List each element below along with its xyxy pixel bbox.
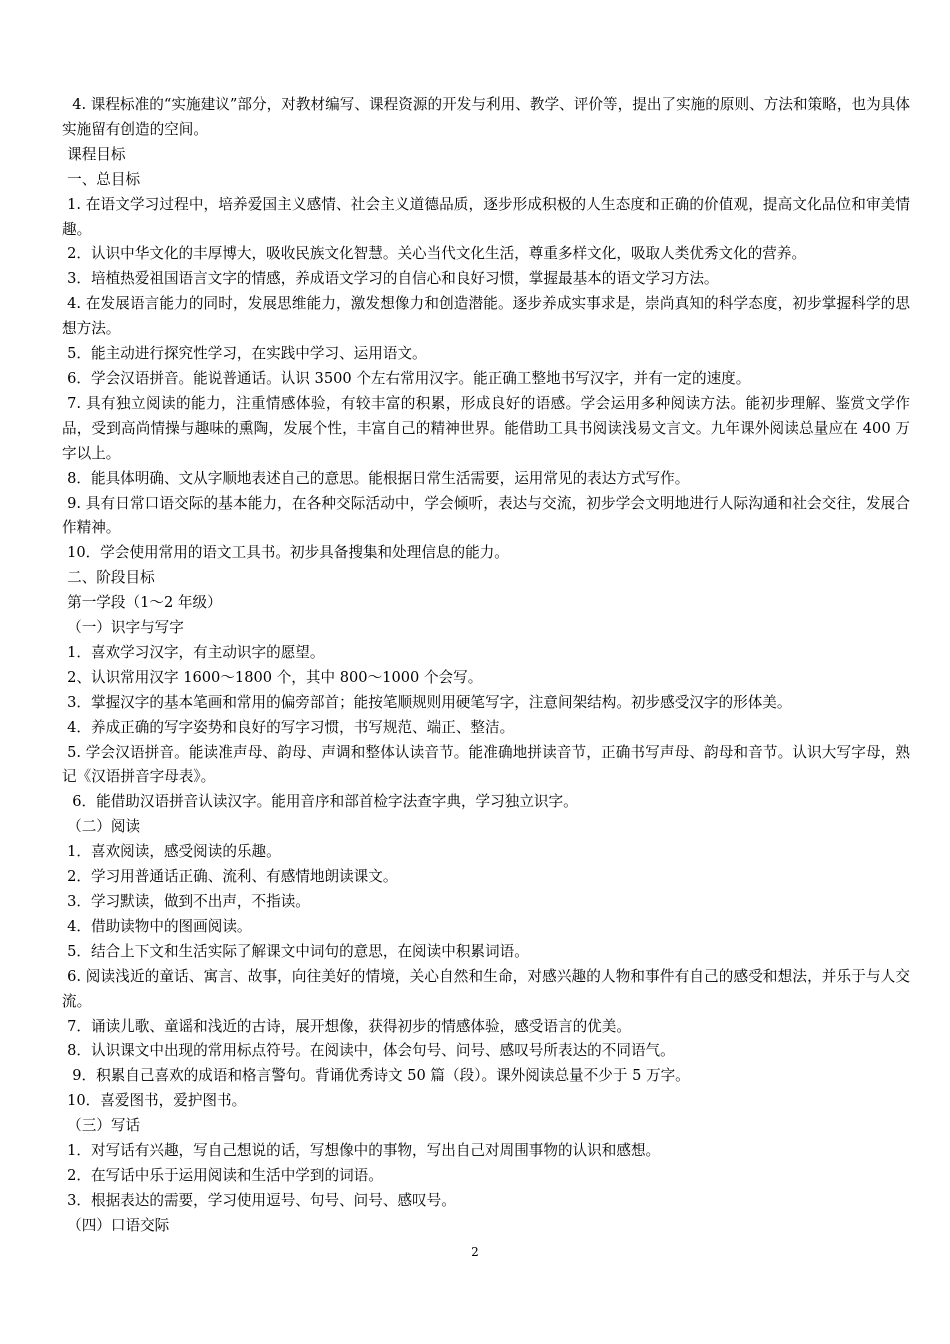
document-body [62,93,910,1239]
list-item: 5．能主动进行探究性学习，在实践中学习、运用语文。 [67,345,427,363]
heading-overall-goals: 一、总目标 [67,170,141,188]
list-item: 1．喜欢学习汉字，有主动识字的愿望。 [67,643,325,661]
list-item: 2．在写话中乐于运用阅读和生活中学到的词语。 [67,1166,383,1184]
list-item: 7．诵读儿歌、童谣和浅近的古诗，展开想像，获得初步的情感体验，感受语言的优美。 [67,1017,631,1035]
list-item: 4．养成正确的写字姿势和良好的写字习惯，书写规范、端正、整洁。 [67,718,515,736]
list-item: 8．认识课文中出现的常用标点符号。在阅读中，体会句号、问号、感叹号所表达的不同语气。 [67,1042,675,1060]
list-item: 6. 阅读浅近的童话、寓言、故事，向往美好的情境，关心自然和生命，对感兴趣的人物和事件有自己的感受和想法，并乐于与人交流。 [62,967,910,1010]
list-item: 6．能借助汉语拼音认读汉字。能用音序和部首检字法查字典，学习独立识字。 [72,793,578,811]
heading-first-stage: 第一学段（1～2 年级） [67,594,222,612]
list-item: 3．学习默读，做到不出声，不指读。 [67,893,310,910]
heading-reading: （二）阅读 [67,818,141,836]
heading-writing: （三）写话 [67,1117,141,1135]
list-item: 9．积累自己喜欢的成语和格言警句。背诵优秀诗文 50 篇（段）。课外阅读总量不少于 5 万字。 [72,1067,690,1085]
heading-course-goals: 课程目标 [67,145,126,163]
paragraph-implementation-note: 4. 课程标准的“实施建议”部分，对教材编写、课程资源的开发与利用、教学、评价等，提出了实施的原则、方法和策略，也为具体实施留有创造的空间。 [62,96,910,138]
list-item: 4．借助读物中的图画阅读。 [67,917,252,935]
list-item: 2、认识常用汉字 1600～1800 个，其中 800～1000 个会写。 [67,668,483,686]
list-item: 9. 具有日常口语交际的基本能力，在各种交际活动中，学会倾听，表达与交流，初步学会文明地进行人际沟通和社会交往，发展合作精神。 [62,494,910,537]
list-item: 5. 学会汉语拼音。能读准声母、韵母、声调和整体认读音节。能准确地拼读音节，正确书写声母、韵母和音节。认识大写字母，熟记《汉语拼音字母表》。 [62,743,910,786]
list-item: 10．学会使用常用的语文工具书。初步具备搜集和处理信息的能力。 [67,544,509,562]
list-item: 7. 具有独立阅读的能力，注重情感体验，有较丰富的积累，形成良好的语感。学会运用多种阅读方法。能初步理解、鉴赏文学作品，受到高尚情操与趣味的熏陶，发展个性，丰富自己的精神世界。能借助工具书阅读浅易文言文。九年课外阅读总量应在 400 万字以上。 [62,394,910,462]
heading-literacy-writing: （一）识字与写字 [67,619,184,637]
heading-oral-communication: （四）口语交际 [67,1216,170,1234]
list-item: 3．掌握汉字的基本笔画和常用的偏旁部首；能按笔顺规则用硬笔写字，注意间架结构。初步感受汉字的形体美。 [67,693,792,711]
heading-stage-goals: 二、阶段目标 [67,569,155,587]
list-item: 1. 在语文学习过程中，培养爱国主义感情、社会主义道德品质，逐步形成积极的人生态度和正确的价值观，提高文化品位和审美情趣。 [62,195,910,238]
list-item: 10．喜爱图书，爱护图书。 [67,1092,247,1110]
page-number: 2 [471,1245,479,1259]
list-item: 8．能具体明确、文从字顺地表述自己的意思。能根据日常生活需要，运用常见的表达方式写作。 [67,469,690,487]
list-item: 1．对写话有兴趣，写自己想说的话，写想像中的事物，写出自己对周围事物的认识和感想。 [67,1142,661,1160]
list-item: 5．结合上下文和生活实际了解课文中词句的意思，在阅读中积累词语。 [67,942,529,960]
list-item: 6．学会汉语拼音。能说普通话。认识 3500 个左右常用汉字。能正确工整地书写汉字，并有一定的速度。 [67,369,751,387]
list-item: 1．喜欢阅读，感受阅读的乐趣。 [67,843,281,861]
list-item: 3．培植热爱祖国语言文字的情感，养成语文学习的自信心和良好习惯，掌握最基本的语文学习方法。 [67,270,719,288]
list-item: 3．根据表达的需要，学习使用逗号、句号、问号、感叹号。 [67,1191,456,1209]
list-item: 2．学习用普通话正确、流利、有感情地朗读课文。 [67,868,398,886]
list-item: 2．认识中华文化的丰厚博大，吸收民族文化智慧。关心当代文化生活，尊重多样文化，吸取人类优秀文化的营养。 [67,245,807,263]
list-item: 4. 在发展语言能力的同时，发展思维能力，激发想像力和创造潜能。逐步养成实事求是，崇尚真知的科学态度，初步掌握科学的思想方法。 [62,295,910,338]
